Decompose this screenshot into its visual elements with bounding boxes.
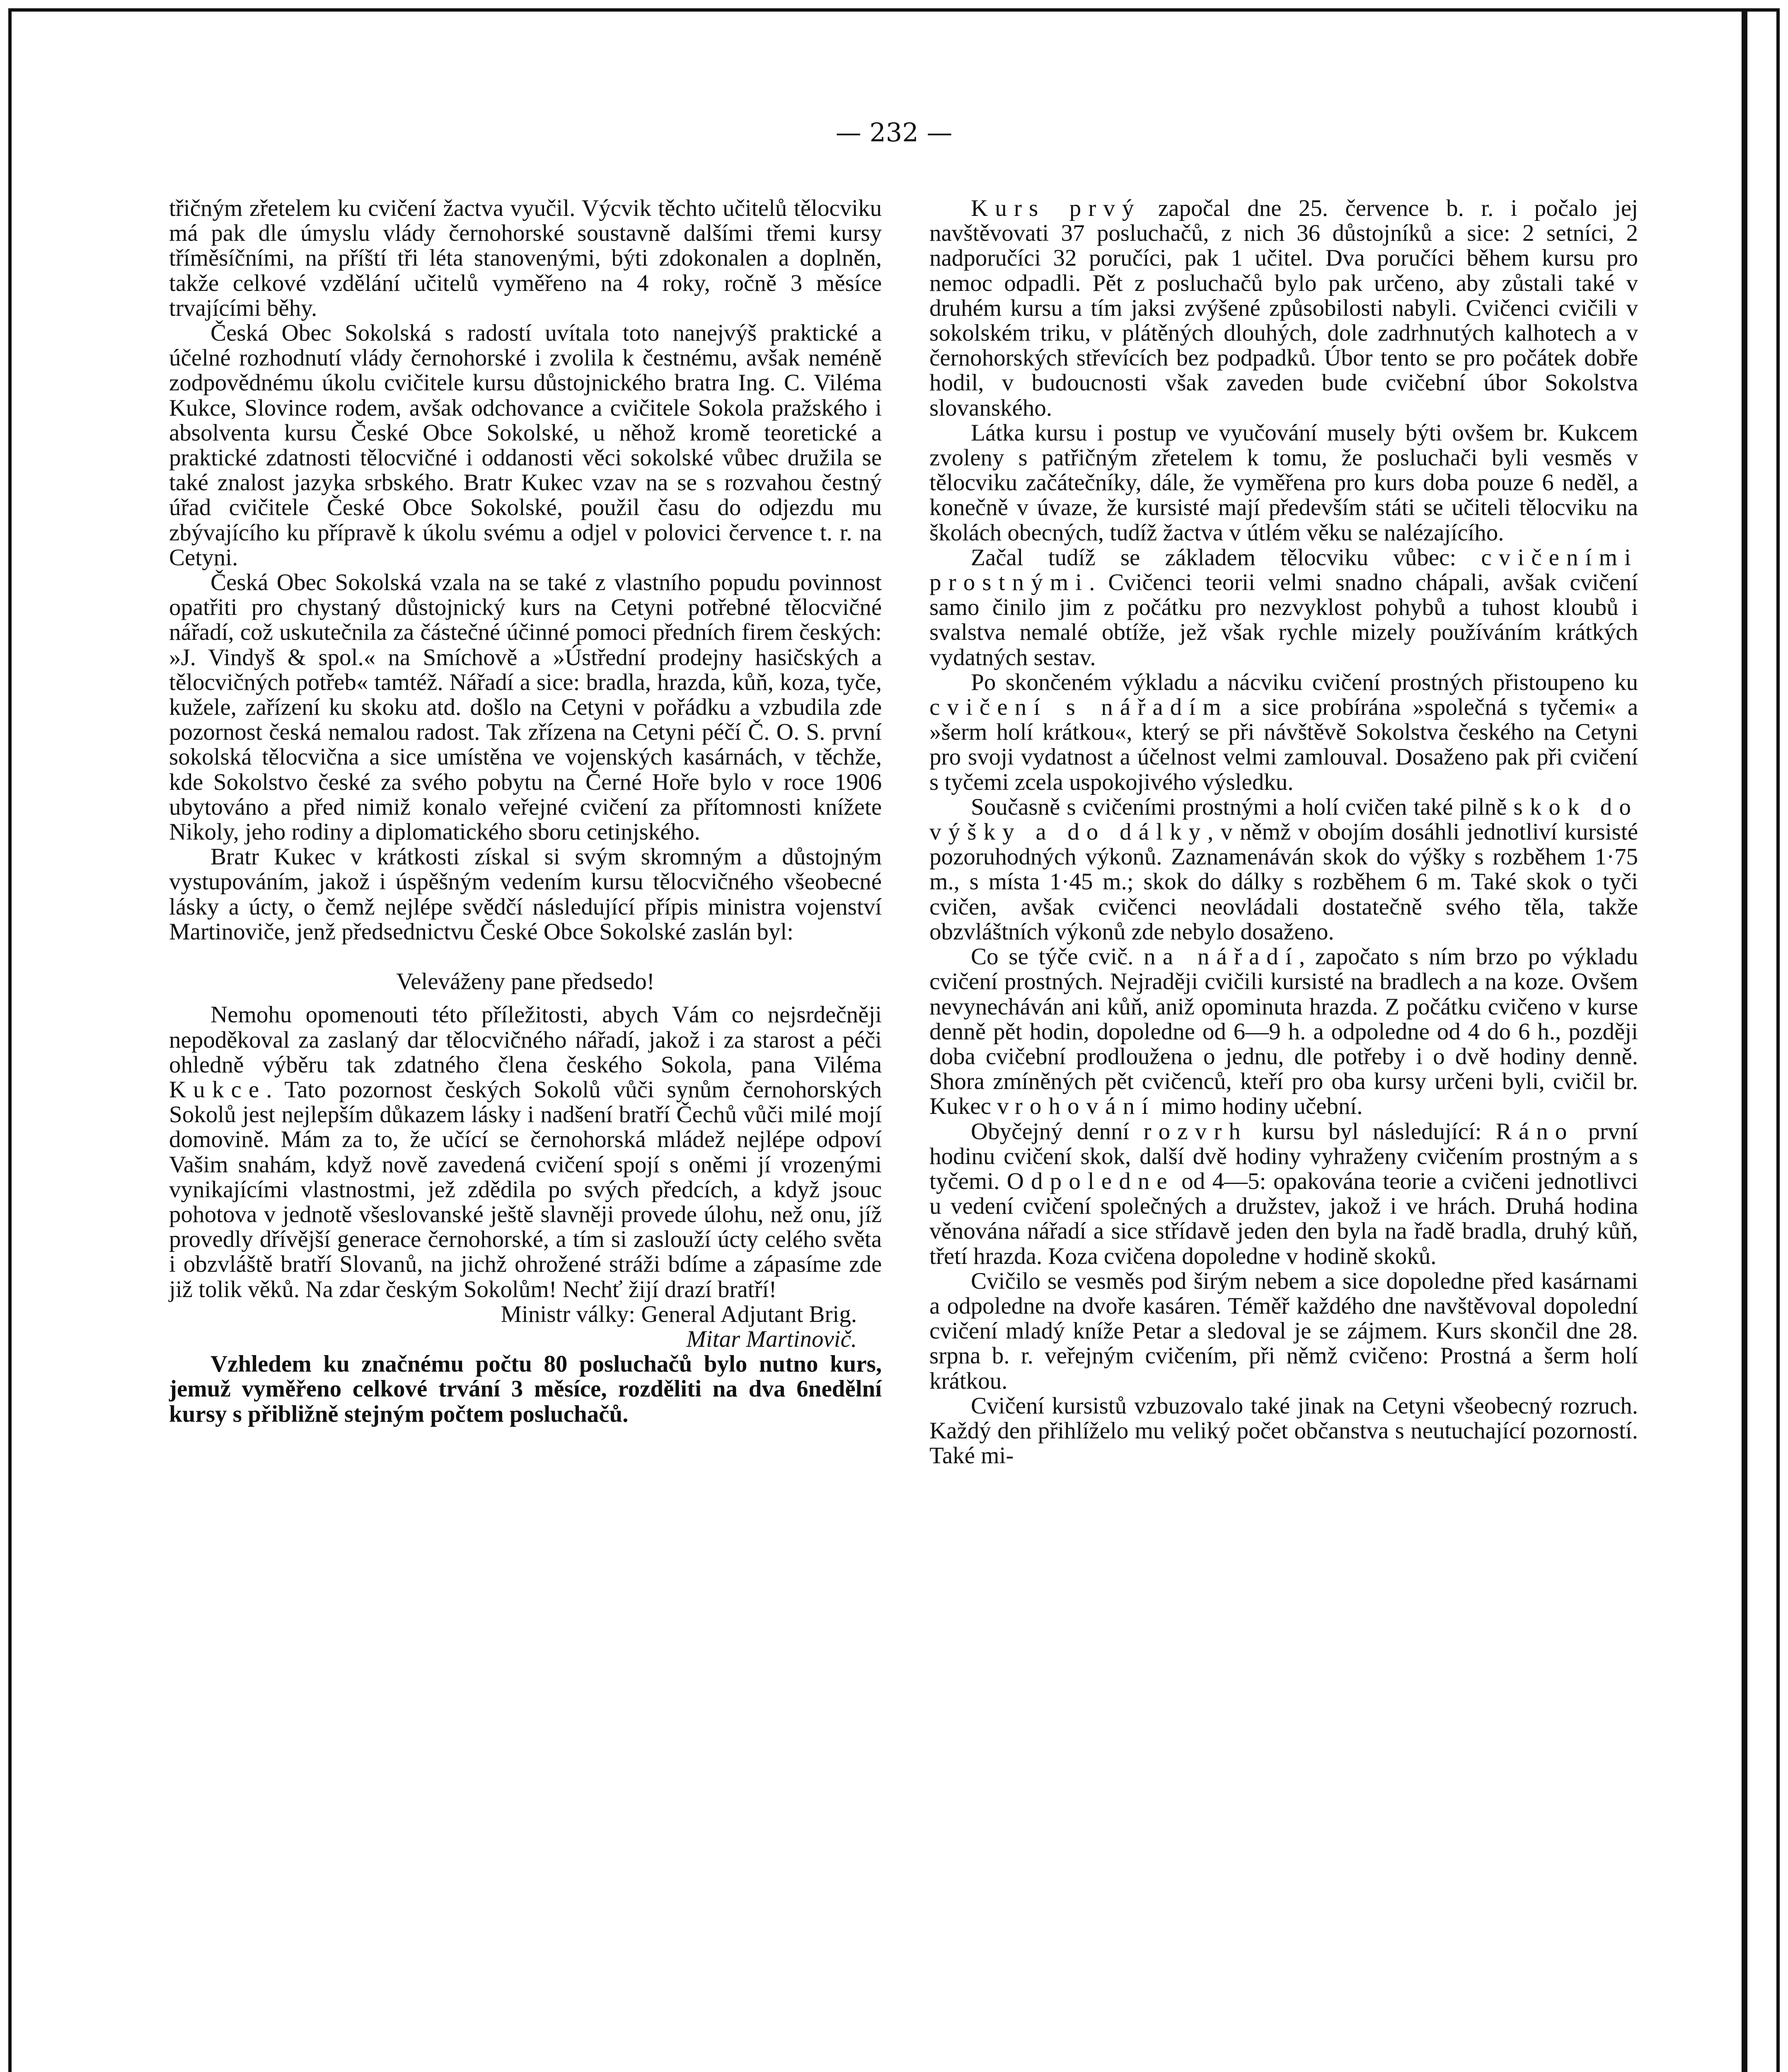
paragraph-text: mimo hodiny učební. — [1155, 1093, 1363, 1120]
spaced-term: skok do výšky a do dálky — [929, 794, 1638, 845]
spaced-term: rohování — [1014, 1093, 1156, 1120]
page-number: — 232 — — [835, 117, 953, 148]
page — [8, 8, 1780, 2072]
paragraph-text: od 4—5: opakována teorie a cvičeni jednotlivci u vedení cvičení společných a družstev, jakož i ve hrách. Druhá hodina věnována nářadí a sice střídavě jeden den byla na řadě bradla, druhý kůň, třetí hrazda. Koza cvičena dopoledne v hodině skoků. — [929, 1168, 1638, 1269]
paragraph-text: Co se týče cvič. — [971, 944, 1134, 970]
paragraph-text: Obyčejný denní — [971, 1118, 1130, 1145]
letter-body — [169, 1002, 882, 1302]
paragraph-text: Začal tudíž se základem tělocviku vůbec: — [971, 544, 1457, 571]
letter-text: Nemohu opomenouti této příležitosti, abych Vám co nejsrdečněji nepoděkoval za zaslaný dar tělocvičného nářadí, jakož i za starost a péči ohledně výběru tak zdatného člena českého Sokola, pana Viléma — [169, 1002, 882, 1078]
paragraph — [929, 670, 1638, 795]
paragraph-text: a sice probírána »společná s tyčemi« a »šerm holí krátkou«, který se při návštěvě Sokolstva českého na Cetyni pro svoji vydatnost a účelnost velmi zamlouval. Dosaženo pak při cvičení s tyčemi zcela uspokojivého výsledku. — [929, 694, 1638, 795]
paragraph — [929, 196, 1638, 421]
left-column — [169, 196, 882, 1427]
page-edge-rule — [1742, 12, 1747, 2072]
paragraph: Cvičilo se vesměs pod širým nebem a sice dopoledne před kasárnami a odpoledne na dvoře kasáren. Téměř každého dne navštěvoval dopolední cvičení mladý kníže Petar a sledoval je se zájmem. Kurs skončil dne 28. srpna b. r. veřejným cvičením, při němž cvičeno: Prostná a šerm holí krátkou. — [929, 1268, 1638, 1394]
spaced-term: Kurs prvý — [971, 195, 1141, 221]
paragraph: Látka kursu i postup ve vyučování musely býti ovšem br. Kukcem zvoleny s patřičným zřetelem k tomu, že posluchači byli vesměs v tělocviku začátečníky, dále, že vyměřena pro kurs doba pouze 6 neděl, a konečně v úvaze, že kursisté mají především státi se učiteli tělocviku na školách obecných, tudíž žactva v útlém věku se nalézajícího. — [929, 419, 1638, 546]
paragraph — [929, 795, 1638, 944]
paragraph-text: započal dne 25. července b. r. i počalo jej navštěvovati 37 posluchačů, z nich 36 důstojníků a sice: 2 setníci, 2 nadporučíci 32 poručíci, pak 1 učitel. Dva poručíci během kursu pro nemoc odpadli. Pět z posluchačů bylo pak určeno, aby zůstali také v druhém kursu a tím jaksi zvýšené způsobilosti nabyli. Cvičenci cvičili v sokolském triku, v plátěných dlouhých, dole zadrhnutých kalhotech a v černohorských střevících bez podpadků. Úbor tento se pro počátek dobře hodil, v budoucnosti však zaveden bude cvičební úbor Sokolstva slovanského. — [929, 195, 1638, 421]
spaced-term: Odpoledne — [1007, 1168, 1174, 1194]
paragraph: Česká Obec Sokolská vzala na se také z vlastního popudu povinnost opatřiti pro chystaný důstojnický kurs na Cetyni potřebné tělocvičné nářadí, což uskutečnila za částečné účinné pomoci předních firem českých: »J. Vindyš & spol.« na Smíchově a »Ústřední prodejny hasičských a tělocvičných potřeb« tamtéž. Nářadí a sice: bradla, hrazda, kůň, koza, tyče, kužele, zařízení ku skoku atd. došlo na Cetyni v pořádku a vzbudila zde pozornost česká nemalou radost. Tak zřízena na Cetyni péčí Č. O. S. první sokolská tělocvična a sice umístěna ve vojenských kasárnách, v těchže, kde Sokolstvo české za svého pobytu na Černé Hoře bylo v roce 1906 ubytováno a před nimiž konalo veřejné cvičení za přítomnosti knížete Nikoly, jeho rodiny a diplomatického sboru cetinjského. — [169, 569, 882, 845]
spaced-term: rozvrh — [1143, 1118, 1248, 1145]
spaced-term: na nářadí — [1144, 944, 1299, 970]
paragraph: Cvičení kursistů vzbuzovalo také jinak na Cetyni všeobecný rozruch. Každý den přihlíželo mu veliký počet občanstva s neutuchající pozorností. Také mi- — [929, 1392, 1638, 1469]
signature-name: Mitar Martinovič. — [686, 1326, 857, 1352]
spaced-term: cvičeními prostnými — [929, 544, 1638, 596]
paragraph-text: kursu byl následující: — [1247, 1118, 1482, 1145]
spaced-term: cvičení s nářadím — [929, 694, 1228, 721]
paragraph: Česká Obec Sokolská s radostí uvítala toto nanejvýš praktické a účelné rozhodnutí vlády černohorské i zvolila k čestnému, avšak neméně zodpovědnému úkolu cvičitele kursu důstojnického bratra Ing. C. Viléma Kukce, Slovince rodem, avšak odchovance a cvičitele Sokola pražského i absolventa kursu České Obce Sokolské, u něhož kromě teoretické a praktické zdatnosti tělocvičné i oddanosti věci sokolské vůbec družila se také znalost jazyka srbského. Bratr Kukec vzav na se s rozvahou čestný úřad cvičitele České Obce Sokolské, použil času do odjezdu mu zbývajícího ku přípravě k úkolu svému a odjel v polovici července t. r. na Cetyni. — [169, 320, 882, 571]
paragraph: Vzhledem ku značnému počtu 80 posluchačů bylo nutno kurs, jemuž vyměřeno celkové trvání 3 měsíce, rozděliti na dva 6nedělní kursy s přibližně stejným počtem posluchačů. — [169, 1351, 882, 1427]
paragraph-text: , započato s ním brzo po výkladu cvičení prostných. Nejraději cvičili kursisté na bradlech a na koze. Ovšem nevynecháván ani kůň, aniž opominuta hrazda. Z počátku cvičeno v kurse denně pět hodin, dopoledne od 6—9 h. a odpoledne od 4 do 6 h., později doba cvičební prodloužena o jednu, dle potřeby i o dvě hodiny denně. Shora zmíněných pět cvičenců, kteří pro oba kursy určeni byli, cvičil br. Kukec v — [929, 944, 1638, 1120]
paragraph-text: první hodinu cvičení skok, další dvě hodiny vyhraženy cvičením prostným a s tyčemi. — [929, 1118, 1638, 1194]
letter-salutation: Veleváženy pane předsedo! — [396, 968, 655, 995]
signature-title: Ministr války: General Adjutant Brig. — [501, 1301, 857, 1327]
paragraph-text: . Cvičenci teorii velmi snadno chápali, avšak cvičení samo činilo jim z počátku pro nezvyklost pohybů a tuhost kloubů i svalstva nemalé obtíže, jež však rychle mizely používáním krátkých vydatných sestav. — [929, 569, 1638, 670]
spaced-term: Ráno — [1495, 1118, 1574, 1145]
paragraph — [929, 944, 1638, 1119]
name-kukce: Kukce — [169, 1076, 266, 1103]
paragraph: Bratr Kukec v krátkosti získal si svým skromným a důstojným vystupováním, jakož i úspěšným vedením kursu tělocvičného všeobecné lásky a úcty, o čemž nejlépe svědčí následující přípis ministra vojenství Martinoviče, jenž předsednictvu České Obce Sokolské zaslán byl: — [169, 844, 882, 945]
paragraph — [929, 1119, 1638, 1269]
paragraph: třičným zřetelem ku cvičení žactva vyučil. Výcvik těchto učitelů tělocviku má pak dle úmyslu vlády černohorské soustavně dalšími třemi kursy tříměsíčními, na příští tři léta stanovenými, býti zdokonalen a doplněn, takže celkové vzdělání učitelů vyměřeno na 4 roky, ročně 3 měsíce trvajícími běhy. — [169, 195, 882, 321]
paragraph-text: Současně s cvičeními prostnými a holí cvičen také pilně — [971, 794, 1507, 820]
paragraph-text: , v němž v obojím dosáhli jednotliví kursisté pozoruhodných výkonů. Zaznamenáván skok do výšky s rozběhem 1·75 m., s místa 1·45 m.; skok do dálky s rozběhem 6 m. Také skok o tyči cvičen, avšak cvičenci neovládali dostatečně svého těla, takže obzvláštních výkonů zde nebylo dosaženo. — [929, 819, 1638, 945]
right-column — [929, 196, 1638, 1468]
paragraph-text: Po skončeném výkladu a nácviku cvičení prostných přistoupeno ku — [971, 669, 1638, 695]
paragraph — [929, 545, 1638, 670]
letter-text: . Tato pozornost českých Sokolů vůči synům černohorských Sokolů jest nejlepším důkazem lásky i nadšení bratří Čechů vůči milé mojí domovině. Mám za to, že učící se černohorská mládež nejlépe odpoví Vašim snahám, když nově zavedená cvičení spojí s oněmi jí vrozenými vynikajícími vlastnostmi, jež zdědila po svých předcích, a když jsouc pohotova v jednotě všeslovanské ještě slavněji provede úlohu, než onu, jíž provedly dřívější generace černohorské, a tím si zaslouží úcty celého světa i obzvláště bratří Slovanů, na jichž ohrožené stráži bdíme a zápasíme zde již tolik věků. Na zdar českým Sokolům! Nechť žijí drazí bratří! — [169, 1076, 882, 1302]
